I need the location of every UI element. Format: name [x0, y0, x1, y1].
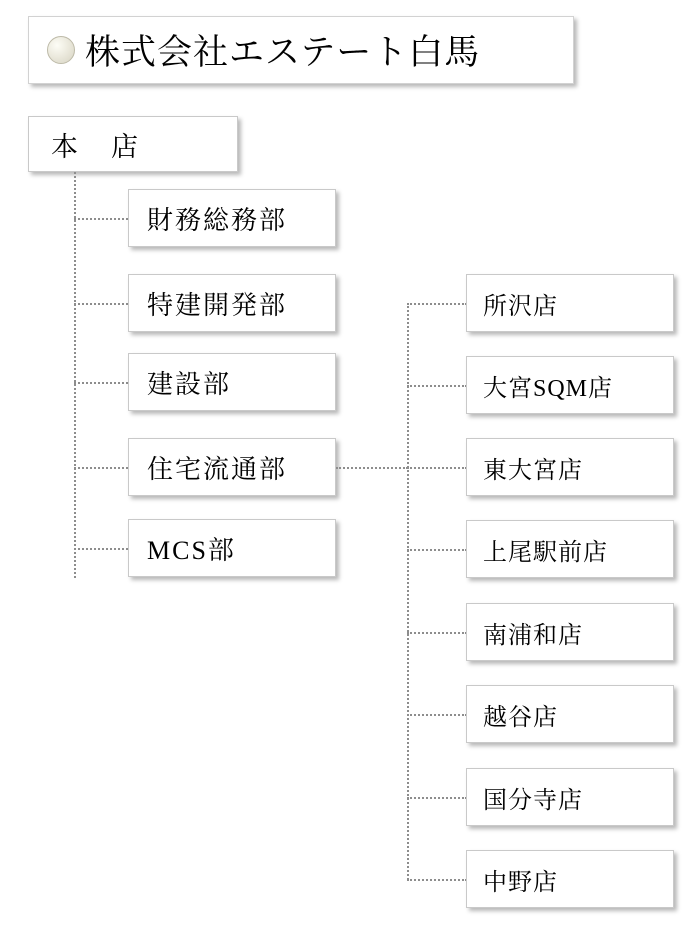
shop-label: 中野店 [483, 869, 558, 896]
shop-label: 東大宮店 [483, 457, 583, 484]
dept-label: MCS部 [147, 535, 236, 565]
root-node-honten [28, 116, 238, 172]
shop-label: 越谷店 [483, 704, 558, 731]
connector-dept-5 [74, 548, 128, 550]
shop-label: 上尾駅前店 [483, 539, 608, 566]
connector-dept-1 [74, 218, 128, 220]
connector-shop-4 [407, 549, 467, 551]
dept-node-5 [128, 519, 336, 577]
connector-dept-2 [74, 303, 128, 305]
dept-node-1 [128, 189, 336, 247]
shop-node-5 [466, 603, 674, 661]
connector-shop-6 [407, 714, 467, 716]
shop-node-4 [466, 520, 674, 578]
shop-node-6 [466, 685, 674, 743]
shop-label: 南浦和店 [483, 622, 583, 649]
shop-label: 大宮SQM店 [483, 375, 614, 402]
connector-dept4-to-shops [336, 467, 408, 469]
root-node-label: 本 店 [51, 131, 141, 162]
circle-bullet-icon [47, 36, 75, 64]
dept-label: 財務総務部 [147, 205, 288, 235]
connector-shop-1 [407, 303, 467, 305]
page-title: 株式会社エステート白馬 [85, 33, 481, 72]
trunk-line-shops [407, 303, 409, 880]
connector-dept-3 [74, 382, 128, 384]
connector-shop-7 [407, 797, 467, 799]
dept-label: 建設部 [147, 369, 232, 399]
dept-label: 住宅流通部 [147, 454, 288, 484]
dept-node-2 [128, 274, 336, 332]
connector-shop-5 [407, 632, 467, 634]
shop-label: 所沢店 [483, 293, 558, 320]
shop-node-8 [466, 850, 674, 908]
company-title-box [28, 16, 574, 84]
shop-node-3 [466, 438, 674, 496]
connector-shop-3 [407, 467, 467, 469]
connector-dept-4 [74, 467, 128, 469]
dept-node-4 [128, 438, 336, 496]
connector-shop-8 [407, 879, 467, 881]
shop-node-7 [466, 768, 674, 826]
shop-node-2 [466, 356, 674, 414]
trunk-line-departments [74, 172, 76, 578]
shop-label: 国分寺店 [483, 787, 583, 814]
dept-node-3 [128, 353, 336, 411]
dept-label: 特建開発部 [147, 290, 288, 320]
connector-shop-2 [407, 385, 467, 387]
shop-node-1 [466, 274, 674, 332]
